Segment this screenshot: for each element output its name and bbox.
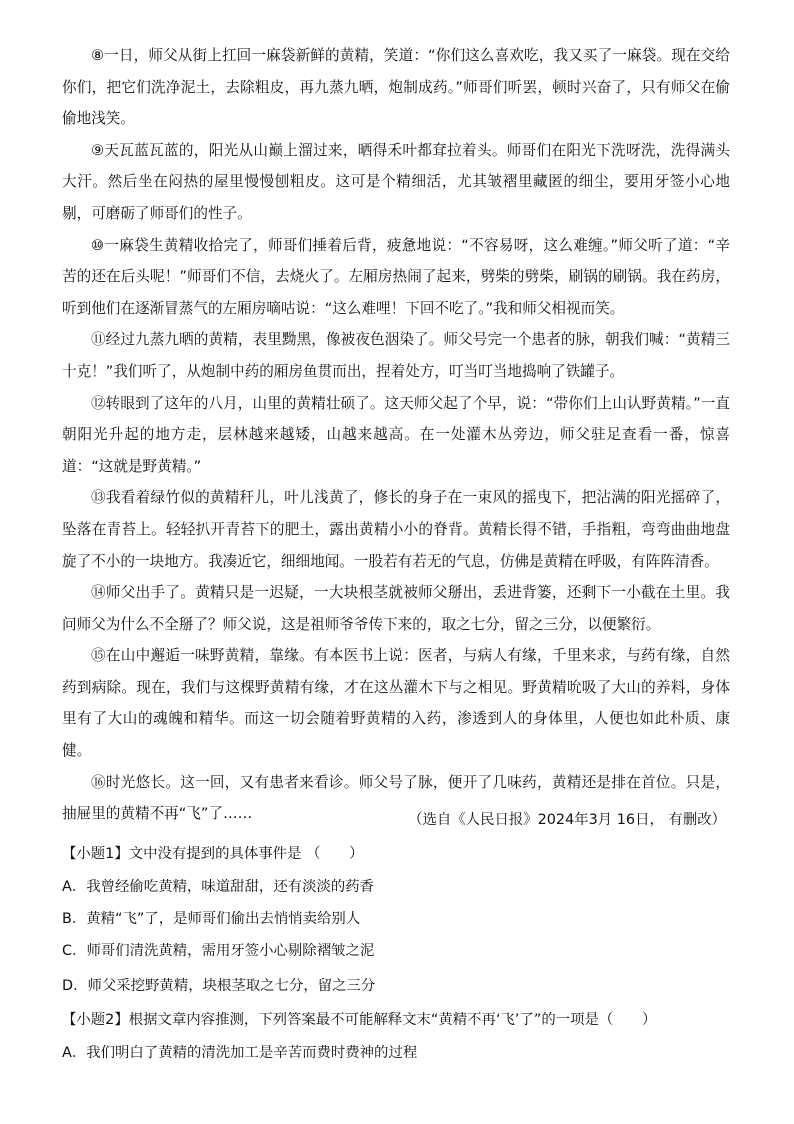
question-1-option-b[interactable]: B．黄精“飞”了，是师哥们偷出去悄悄卖给别人	[62, 911, 361, 927]
paragraph-10: ⑩一麻袋生黄精收拾完了，师哥们捶着后背，疲惫地说：“不容易呀，这么难缠。”师父听了道：“辛苦的还在后头呢！”师哥们不信，去烧火了。左厢房热闹了起来，劈柴的劈柴，刷锅的刷锅。我在药房，听到他们在逐渐冒蒸气的左厢房嘀咕说：“这么难哩！下回不吃了。”我和师父相视而笑。	[62, 236, 730, 317]
question-1-option-a[interactable]: A．我曾经偷吃黄精，味道甜甜，还有淡淡的药香	[62, 879, 375, 895]
paragraph-14: ⑭师父出手了。黄精只是一迟疑，一大块根茎就被师父掰出，丢进背篓，还剩下一小截在土里。我问师父为什么不全掰了？师父说，这是祖师爷爷传下来的，取之七分，留之三分，以便繁衍。	[62, 584, 730, 633]
question-2-option-a[interactable]: A．我们明白了黄精的清洗加工是辛苦而费时费神的过程	[62, 1045, 418, 1061]
article-body	[62, 40, 730, 830]
paragraph-15: ⑮在山中邂逅一味野黄精，靠缘。有本医书上说：医者，与病人有缘，千里来求，与药有缘，自然药到病除。现在，我们与这棵野黄精有缘，才在这丛灌木下与之相见。野黄精吮吸了大山的养料，身体里有了大山的魂魄和精华。而这一切会随着野黄精的入药，渗透到人的身体里，人便也如此朴质、康健。	[62, 647, 730, 760]
question-2-stem: 【小题2】根据文章内容推测，下列答案最不可能解释文末“黄精不再‘飞’了”的一项是（ ）	[62, 1012, 657, 1028]
source-citation: （选自《人民日报》2024年3月 16日， 有删改）	[408, 812, 726, 828]
paragraph-11: ⑪经过九蒸九晒的黄精，表里黝黑，像被夜色洇染了。师父号完一个患者的脉，朝我们喊：“黄精三十克！”我们听了，从炮制中药的厢房鱼贯而出，捏着处方，叮当叮当地捣响了铁罐子。	[62, 331, 730, 380]
paragraph-12: ⑫转眼到了这年的八月，山里的黄精壮硕了。这天师父起了个早，说：“带你们上山认野黄精。”一直朝阳光升起的地方走，层林越来越矮，山越来越高。在一处灌木丛旁边，师父驻足查看一番，惊喜道：“这就是野黄精。”	[62, 394, 730, 475]
paragraph-8: ⑧一日，师父从街上扛回一麻袋新鲜的黄精，笑道：“你们这么喜欢吃，我又买了一麻袋。现在交给你们，把它们洗净泥土，去除粗皮，再九蒸九晒，炮制成药。”师哥们听罢，顿时兴奋了，只有师父在偷偷地浅笑。	[62, 47, 730, 128]
paragraph-9: ⑨天瓦蓝瓦蓝的，阳光从山巅上溜过来，晒得禾叶都耷拉着头。师哥们在阳光下洗呀洗，洗得满头大汗。然后坐在闷热的屋里慢慢刨粗皮。这可是个精细活，尤其皱褶里藏匿的细尘，要用牙签小心地剔，可磨砺了师哥们的性子。	[62, 141, 730, 222]
question-1-stem: 【小题1】文中没有提到的具体事件是 （ ）	[62, 846, 364, 862]
paragraph-16: ⑯时光悠长。这一回，又有患者来看诊。师父号了脉，便开了几味药，黄精还是排在首位。只是，抽屉里的黄精不再“飞”了……	[62, 773, 730, 823]
question-1-option-d[interactable]: D．师父采挖野黄精，块根茎取之七分，留之三分	[62, 978, 376, 994]
question-1-option-c[interactable]: C．师哥们清洗黄精，需用牙签小心剔除褶皱之泥	[62, 943, 375, 959]
paragraph-13: ⑬我看着绿竹似的黄精秆儿，叶儿浅黄了，修长的身子在一束风的摇曳下，把沾满的阳光摇碎了，坠落在青苔上。轻轻扒开青苔下的肥土，露出黄精小小的脊背。黄精长得不错，手指粗，弯弯曲曲地盘旋了不小的一块地方。我凑近它，细细地闻。一股若有若无的气息，仿佛是黄精在呼吸，有阵阵清香。	[62, 489, 730, 570]
